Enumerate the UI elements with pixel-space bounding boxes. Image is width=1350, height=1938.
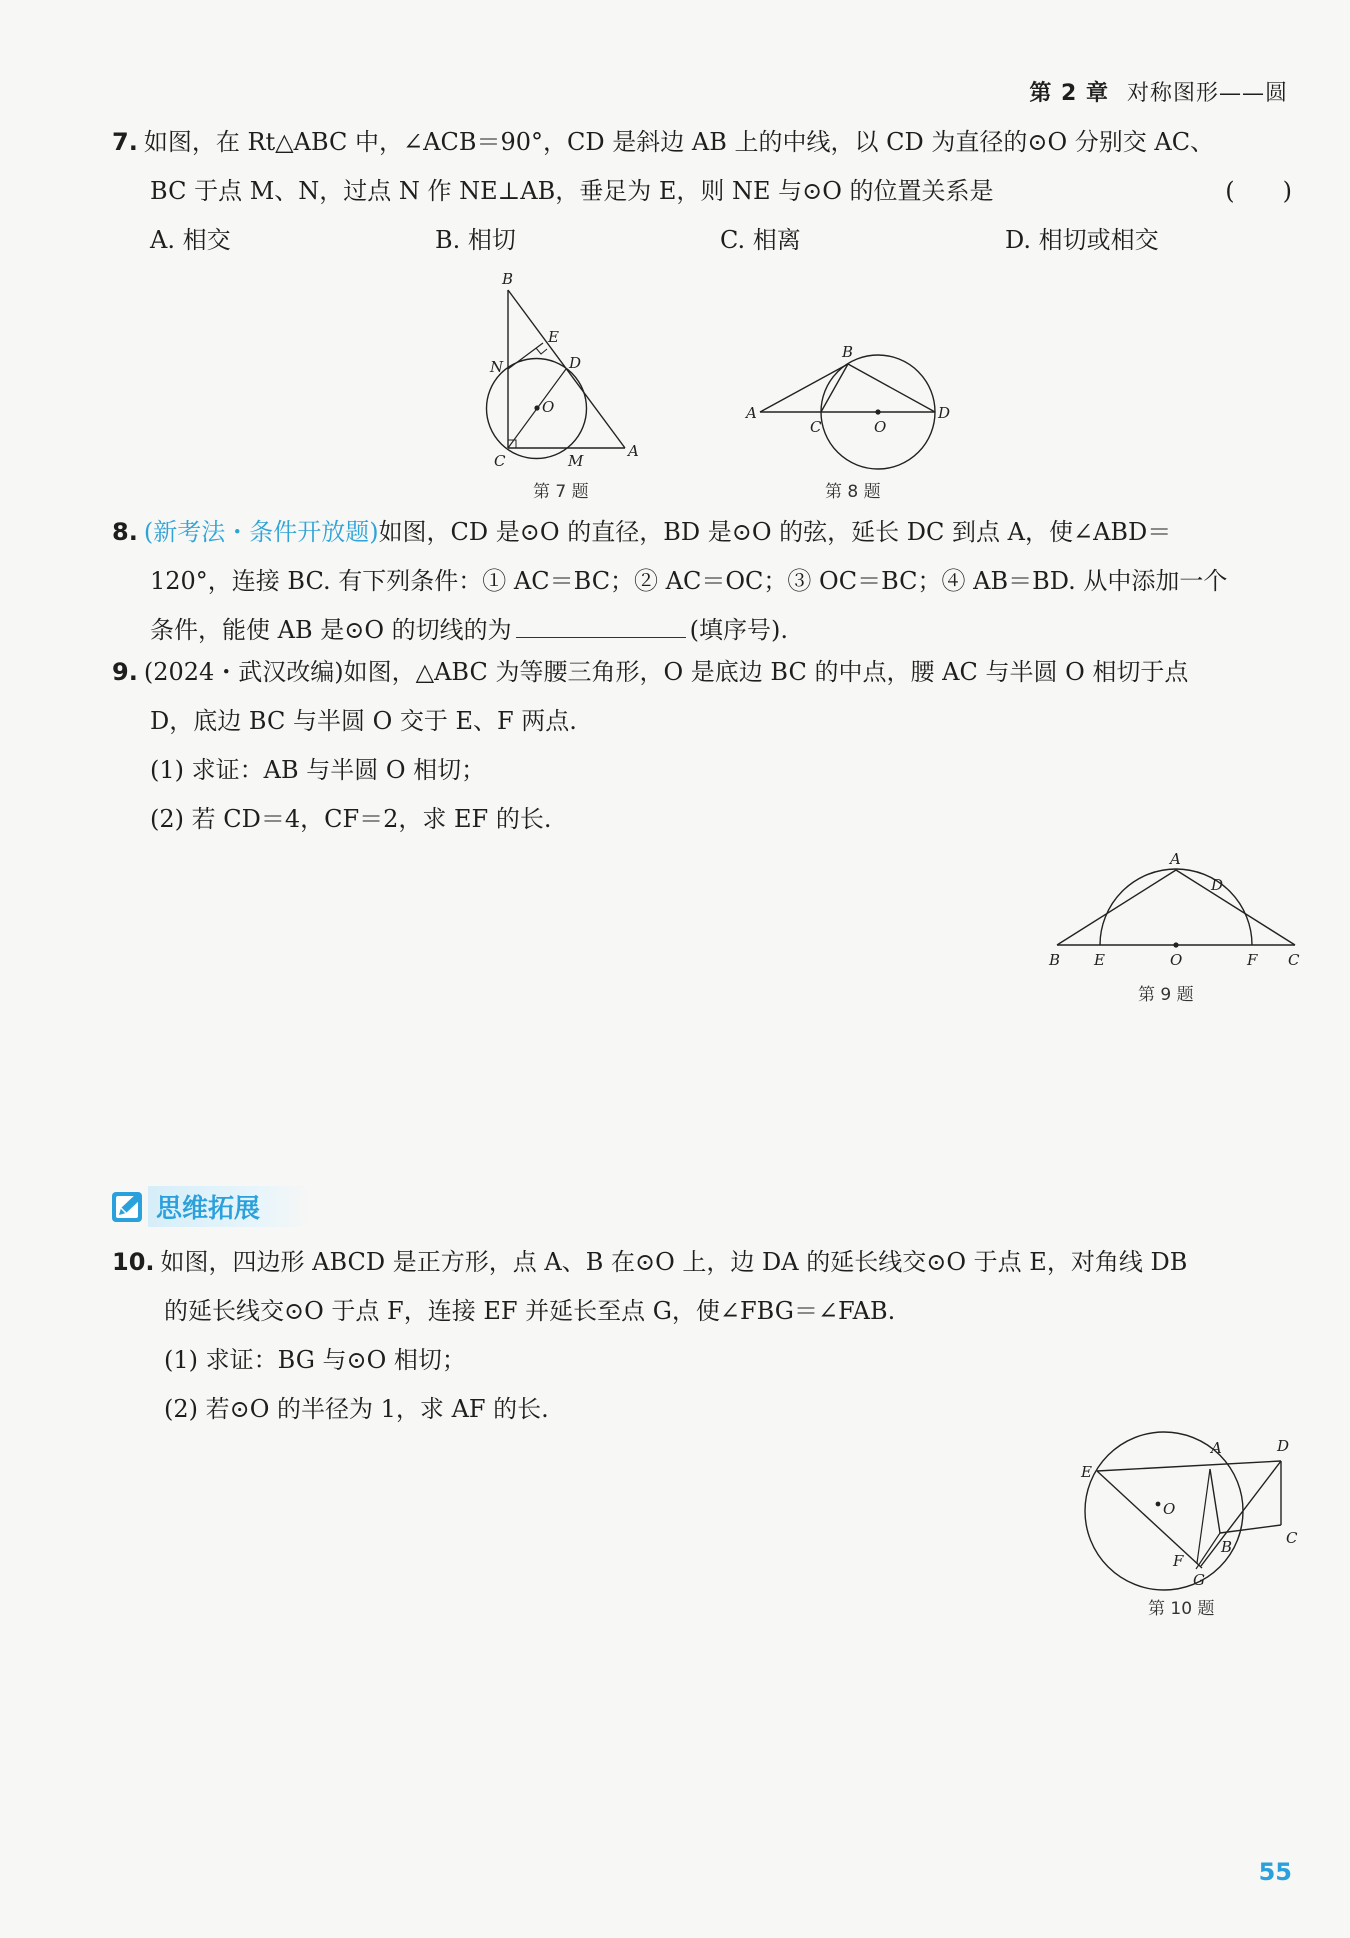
question-number: 10.: [112, 1248, 155, 1276]
sub-question-1: (1) 求证：AB 与半圆 O 相切；: [150, 756, 486, 784]
question-text-line: 如图，在 Rt△ABC 中，∠ACB＝90°，CD 是斜边 AB 上的中线，以 CD 为直径的⊙O 分别交 AC、: [143, 128, 1215, 156]
figure-label: D: [938, 404, 951, 422]
sub-question-2: (2) 若⊙O 的半径为 1，求 AF 的长.: [164, 1395, 549, 1423]
figure-label: B: [1221, 1538, 1233, 1556]
question-text-line: 条件，能使 AB 是⊙O 的切线的为: [150, 616, 512, 644]
question-text-line: 120°，连接 BC. 有下列条件：① AC＝BC；② AC＝OC；③ OC＝BC；④ AB＝BD. 从中添加一个: [150, 567, 1228, 595]
figure-label: E: [1081, 1463, 1092, 1481]
question-text-line: 的延长线交⊙O 于点 F，连接 EF 并延长至点 G，使∠FBG＝∠FAB.: [164, 1297, 896, 1325]
answer-parenthesis: ( ): [1225, 177, 1292, 205]
sub-question-2: (2) 若 CD＝4，CF＝2，求 EF 的长.: [150, 805, 552, 833]
section-header: [110, 1186, 310, 1226]
figure-label: D: [569, 354, 582, 372]
figure-8-caption: 第 8 题: [825, 482, 881, 502]
question-10: [112, 1238, 1292, 1434]
question-text-line: 如图，四边形 ABCD 是正方形，点 A、B 在⊙O 上，边 DA 的延长线交⊙O 于点 E，对角线 DB: [160, 1248, 1188, 1276]
figure-10-caption: 第 10 题: [1148, 1599, 1215, 1619]
figure-7-caption: 第 7 题: [533, 482, 589, 502]
question-text-line: (2024・武汉改编)如图，△ABC 为等腰三角形，O 是底边 BC 的中点，腰 AC 与半圆 O 相切于点: [143, 658, 1189, 686]
figure-9: [1045, 845, 1305, 975]
sub-question-1: (1) 求证：BG 与⊙O 相切；: [164, 1346, 466, 1374]
figure-label: C: [1286, 1529, 1298, 1547]
question-text-line: (填序号).: [689, 616, 788, 644]
figure-label: A: [1211, 1439, 1222, 1457]
question-9: [112, 648, 1292, 844]
figure-7: [470, 268, 650, 478]
question-tag: (新考法・条件开放题): [143, 518, 379, 546]
figure-label: O: [1163, 1500, 1176, 1518]
figure-label: A: [628, 442, 639, 460]
figure-label: C: [1288, 951, 1300, 969]
figure-label: O: [542, 398, 555, 416]
figure-label: D: [1211, 876, 1224, 894]
figure-label: G: [1193, 1571, 1205, 1589]
figure-8: [740, 335, 960, 475]
option-d: D. 相切或相交: [1005, 226, 1159, 254]
page-header: [1029, 76, 1288, 107]
figure-label: A: [1170, 850, 1181, 868]
question-number: 7.: [112, 128, 138, 156]
question-text-line: BC 于点 M、N，过点 N 作 NE⊥AB，垂足为 E，则 NE 与⊙O 的位置关系是: [150, 177, 994, 205]
question-7: [112, 118, 1292, 265]
question-number: 9.: [112, 658, 138, 686]
option-b: B. 相切: [435, 226, 516, 254]
figure-label: A: [746, 404, 757, 422]
figure-label: B: [1049, 951, 1061, 969]
figure-label: F: [1173, 1552, 1184, 1570]
option-c: C. 相离: [720, 226, 801, 254]
question-text-line: D，底边 BC 与半圆 O 交于 E、F 两点.: [150, 707, 577, 735]
section-title: 思维拓展: [148, 1186, 310, 1227]
question-number: 8.: [112, 518, 138, 546]
option-a: A. 相交: [150, 226, 231, 254]
chapter-title: 对称图形——圆: [1126, 81, 1288, 106]
pencil-note-icon: [110, 1188, 148, 1224]
question-text-line: 如图，CD 是⊙O 的直径，BD 是⊙O 的弦，延长 DC 到点 A，使∠ABD＝: [378, 518, 1172, 546]
figure-label: M: [568, 452, 584, 470]
figure-label: O: [874, 418, 887, 436]
figure-label: O: [1170, 951, 1183, 969]
figure-label: B: [842, 343, 854, 361]
figure-label: C: [494, 452, 506, 470]
figure-label: B: [502, 270, 514, 288]
figure-label: N: [490, 358, 504, 376]
answer-options: [112, 216, 1292, 265]
figure-label: F: [1247, 951, 1258, 969]
figure-label: E: [1094, 951, 1105, 969]
figure-9-caption: 第 9 题: [1138, 985, 1194, 1005]
chapter-number: 第 2 章: [1029, 81, 1109, 106]
question-8: [112, 508, 1292, 655]
figure-label: C: [810, 418, 822, 436]
figure-10: [1075, 1425, 1315, 1595]
figure-label: E: [548, 328, 559, 346]
figure-label: D: [1277, 1437, 1290, 1455]
answer-blank[interactable]: [516, 613, 686, 638]
page-number: 55: [1258, 1858, 1292, 1886]
